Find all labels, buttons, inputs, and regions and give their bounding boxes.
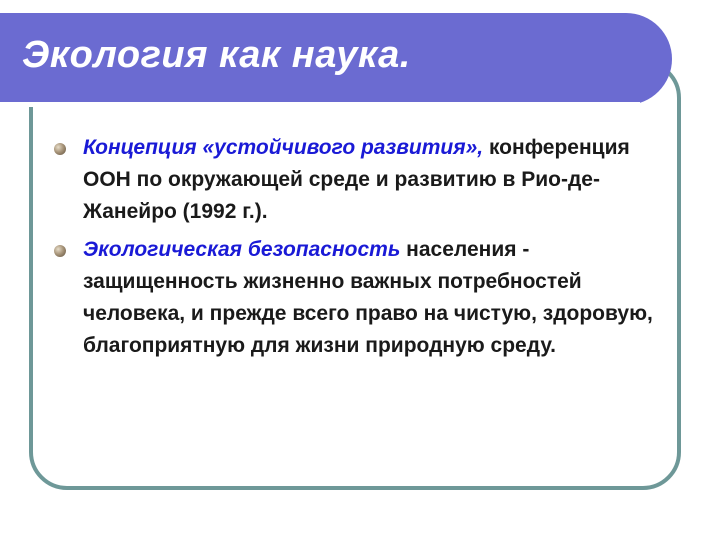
- bullet-item-sustainable-development: [52, 132, 662, 228]
- slide-title: Экология как наука.: [22, 34, 411, 76]
- bullet-icon: [54, 245, 66, 257]
- bullet-text: населения - защищенность жизненно важных потребностей человека, и прежде всего право на чистую, здоровую, благоприятную для жизни природную среду.: [83, 238, 653, 357]
- bullet-list: [52, 132, 662, 368]
- bullet-term: Концепция «устойчивого развития»,: [83, 136, 484, 159]
- bullet-text: конференция ООН по окружающей среде и развитию в Рио-де-Жанейро (1992 г.).: [83, 136, 630, 223]
- bullet-icon: [54, 143, 66, 155]
- bullet-item-ecological-safety: [52, 234, 662, 362]
- bullet-term: Экологическая безопасность: [83, 238, 401, 261]
- title-underline: [0, 102, 640, 107]
